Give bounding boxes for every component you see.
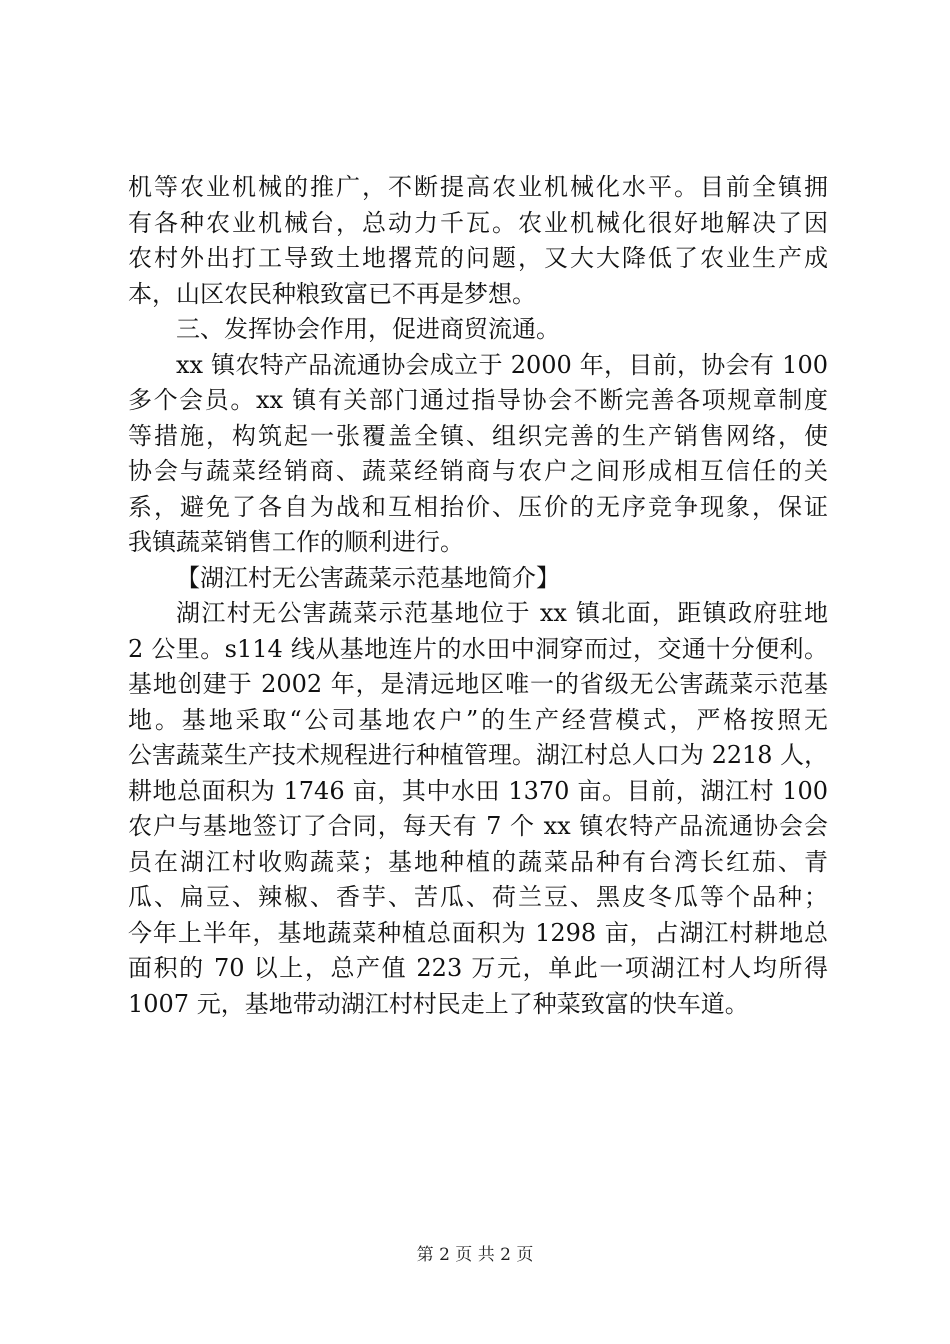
paragraph-base-intro (128, 596, 828, 1022)
document-body (128, 170, 828, 1022)
text-line: 等措施，构筑起一张覆盖全镇、组织完善的生产销售网络，使 (128, 421, 828, 450)
heading-text: 三、发挥协会作用，促进商贸流通。 (176, 315, 560, 343)
text-line: 瓜、扁豆、辣椒、香芋、苦瓜、荷兰豆、黑皮冬瓜等个品种； (128, 883, 828, 911)
text-line: 有各种农业机械台，总动力千瓦。农业机械化很好地解决了因 (128, 208, 828, 237)
text-line: 2 公里。s114 线从基地连片的水田中洞穿而过，交通十分便利。 (128, 634, 828, 663)
section-heading (128, 312, 828, 348)
text-line: 地。基地采取“公司基地农户”的生产经营模式，严格按照无 (128, 705, 828, 734)
text-line: 协会与蔬菜经销商、蔬菜经销商与农户之间形成相互信任的关 (128, 457, 828, 485)
paragraph-association (128, 348, 828, 561)
base-intro-title (128, 561, 828, 597)
text-line: 湖江村无公害蔬菜示范基地位于 xx 镇北面，距镇政府驻地 (176, 599, 828, 627)
text-line: 耕地总面积为 1746 亩，其中水田 1370 亩。目前，湖江村 100 (128, 776, 828, 805)
text-line: 农村外出打工导致土地撂荒的问题，又大大降低了农业生产成 (128, 244, 828, 272)
text-line: 系，避免了各自为战和互相抬价、压价的无序竞争现象，保证 (128, 492, 828, 521)
text-line: 农户与基地签订了合同，每天有 7 个 xx 镇农特产品流通协会会 (128, 812, 828, 840)
text-line: 本，山区农民种粮致富已不再是梦想。 (128, 279, 536, 308)
text-line: 1007 元，基地带动湖江村村民走上了种菜致富的快车道。 (128, 989, 749, 1018)
text-line: 多个会员。xx 镇有关部门通过指导协会不断完善各项规章制度 (128, 386, 828, 414)
text-line: 基地创建于 2002 年，是清远地区唯一的省级无公害蔬菜示范基 (128, 670, 828, 698)
text-line: 公害蔬菜生产技术规程进行种植管理。湖江村总人口为 2218 人， (128, 741, 828, 769)
paragraph-mechanization (128, 170, 828, 312)
heading-text: 【湖江村无公害蔬菜示范基地简介】 (176, 563, 560, 592)
text-line: 我镇蔬菜销售工作的顺利进行。 (128, 528, 464, 556)
page-number-footer: 第 2 页 共 2 页 (416, 1245, 534, 1265)
text-line: 员在湖江村收购蔬菜；基地种植的蔬菜品种有台湾长红茄、青 (128, 847, 828, 876)
text-line: 机等农业机械的推广，不断提高农业机械化水平。目前全镇拥 (128, 173, 828, 201)
text-line: 面积的 70 以上，总产值 223 万元，单此一项湖江村人均所得 (128, 954, 828, 982)
text-line: xx 镇农特产品流通协会成立于 2000 年，目前，协会有 100 (176, 350, 828, 379)
text-line: 今年上半年，基地蔬菜种植总面积为 1298 亩，占湖江村耕地总 (128, 918, 828, 947)
